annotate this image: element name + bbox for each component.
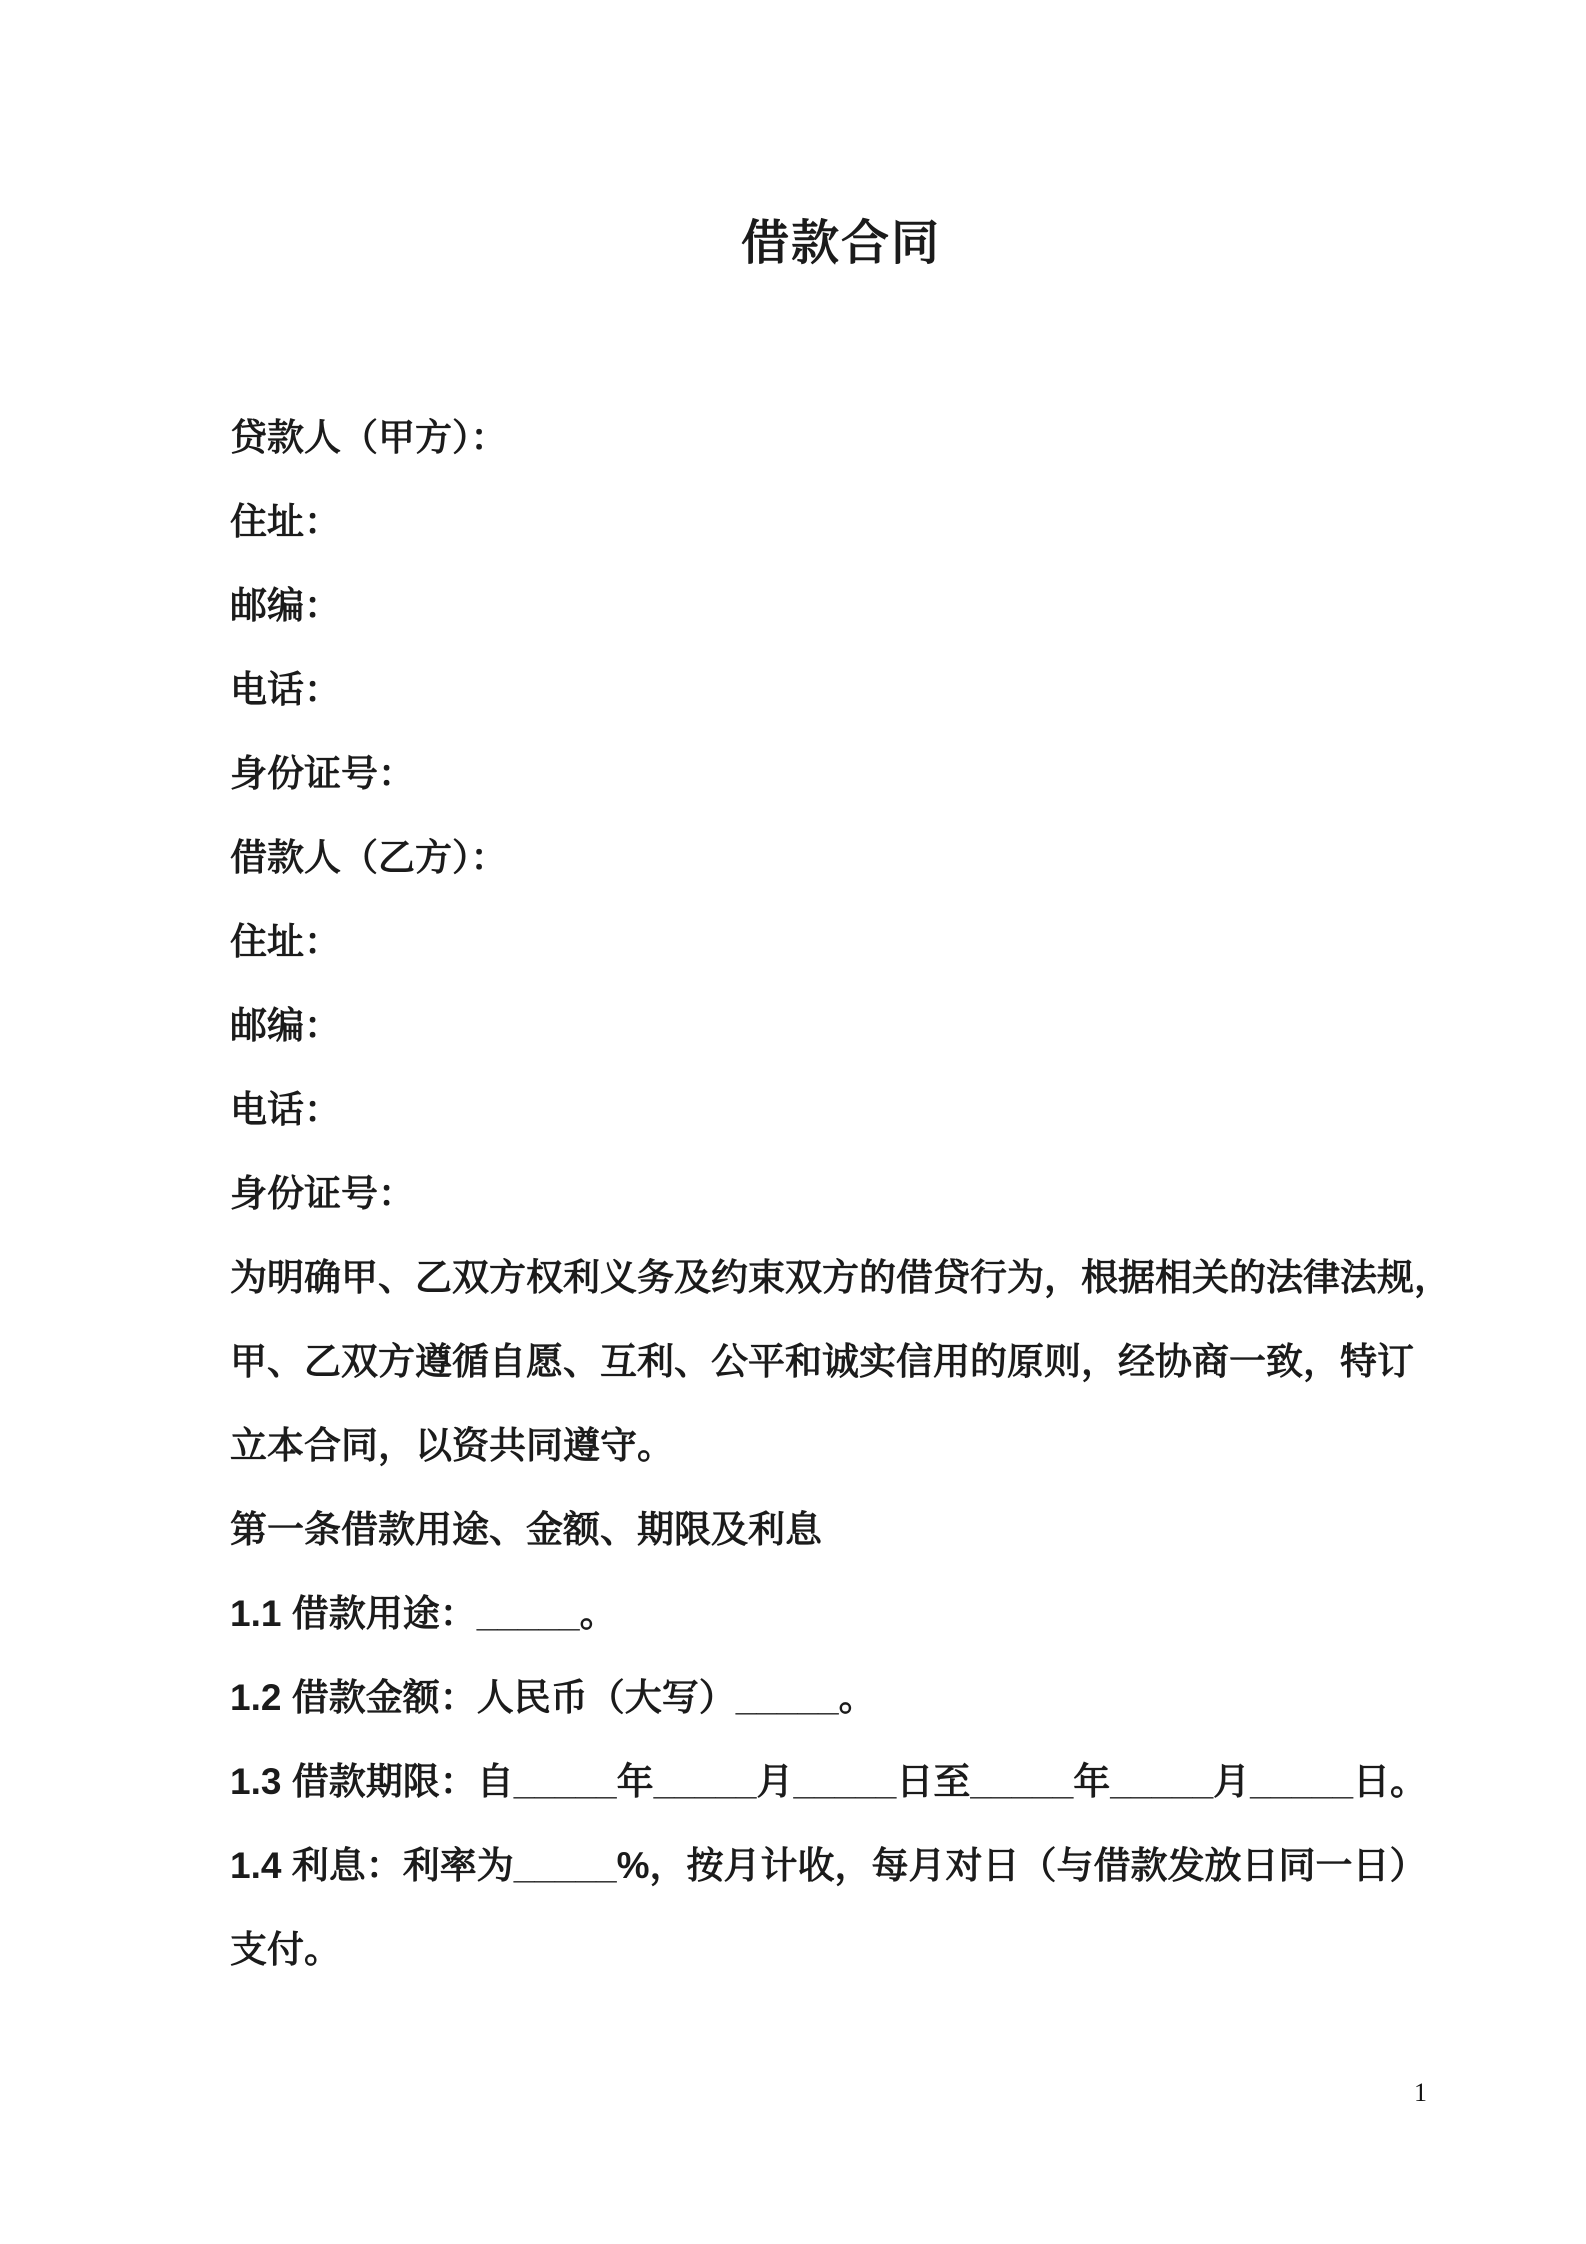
document-body: [230, 396, 1480, 1992]
borrower-postcode-line: 邮编：: [230, 1005, 341, 1046]
preamble-line: 立本合同，以资共同遵守。: [230, 1425, 674, 1466]
lender-id-line: 身份证号：: [230, 753, 415, 794]
borrower-id-line: 身份证号：: [230, 1173, 415, 1214]
clause-1-4-continuation-line: 支付。: [230, 1929, 341, 1970]
borrower-party-line: 借款人（乙方）：: [230, 837, 508, 878]
clause-1-1-line: 1.1 借款用途：_____。: [230, 1593, 617, 1634]
borrower-phone-line: 电话：: [230, 1089, 341, 1130]
lender-phone-line: 电话：: [230, 669, 341, 710]
borrower-address-line: 住址：: [230, 921, 341, 962]
clause-1-2-line: 1.2 借款金额：人民币（大写）_____。: [230, 1677, 876, 1718]
preamble-line: 为明确甲、乙双方权利义务及约束双方的借贷行为，根据相关的法律法规，: [230, 1257, 1451, 1298]
lender-party-line: 贷款人（甲方）：: [230, 417, 508, 458]
clause-1-4-line: 1.4 利息：利率为_____%，按月计收，每月对日（与借款发放日同一日）: [230, 1845, 1427, 1886]
document-title: 借款合同: [740, 217, 941, 270]
lender-address-line: 住址：: [230, 501, 341, 542]
clause-1-3-line: 1.3 借款期限：自_____年_____月_____日至_____年_____月_____日。: [230, 1761, 1428, 1802]
article1-heading: 第一条借款用途、金额、期限及利息: [230, 1509, 822, 1550]
preamble-line: 甲、乙双方遵循自愿、互利、公平和诚实信用的原则，经协商一致，特订: [230, 1341, 1414, 1382]
lender-postcode-line: 邮编：: [230, 585, 341, 626]
page-number: 1: [1414, 2078, 1427, 2107]
